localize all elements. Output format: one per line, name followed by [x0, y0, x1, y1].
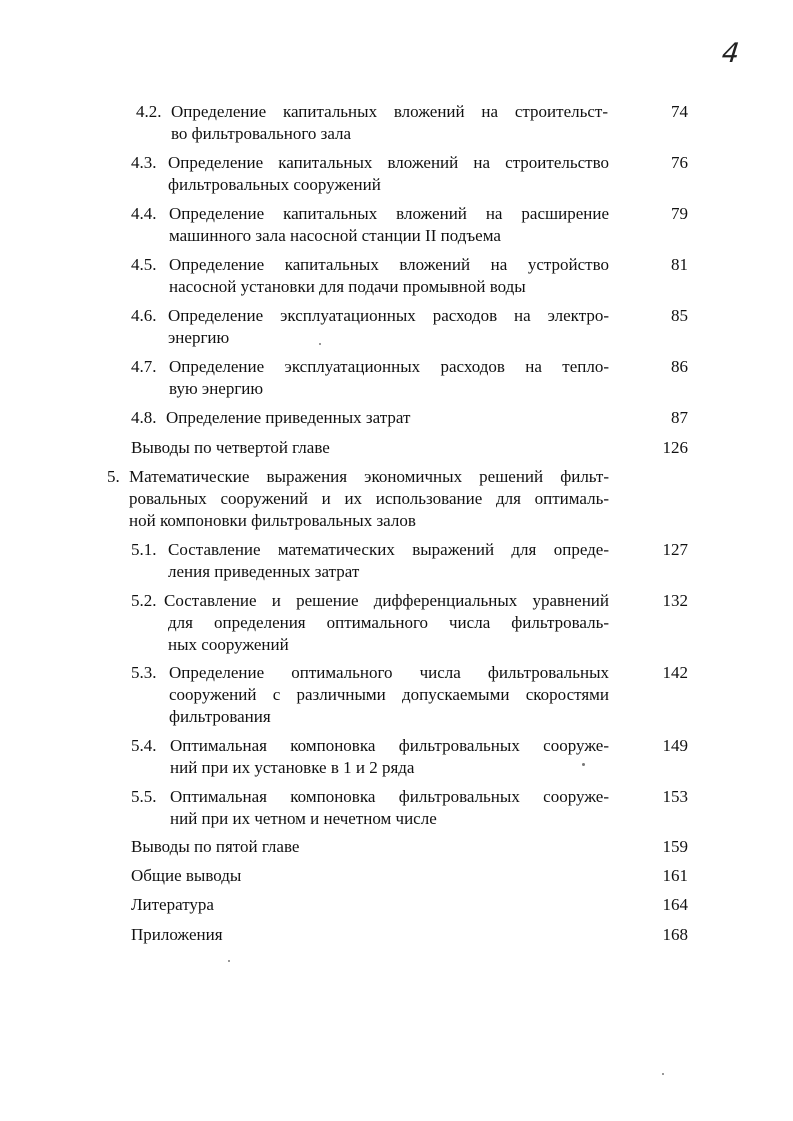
toc-entry-line: вую энергию — [169, 379, 264, 398]
toc-entry-number: 4.6. — [131, 306, 157, 325]
scan-speck — [582, 763, 585, 766]
toc-entry-line: Определение капитальных вложений на устройство — [169, 255, 609, 274]
scan-speck — [228, 960, 230, 962]
toc-entry-line: Оптимальная компоновка фильтровальных сооруже- — [170, 736, 609, 755]
toc-entry-line: Определение капитальных вложений на строительство — [168, 153, 609, 172]
toc-entry-title — [131, 836, 611, 858]
toc-entry-title — [171, 101, 608, 145]
toc-entry-line: Определение приведенных затрат — [166, 408, 411, 427]
toc-entry-page: 76 — [671, 153, 688, 172]
toc-entry-number: 5.3. — [131, 663, 157, 682]
toc-entry-line: Определение эксплуатационных расходов на тепло- — [169, 357, 609, 376]
toc-entry-number: 5.4. — [131, 736, 157, 755]
toc-entry-number: 5.5. — [131, 787, 157, 806]
toc-entry-page: 85 — [671, 306, 688, 325]
toc-entry-line: Литература — [131, 895, 214, 914]
toc-entry-line: ровальных сооружений и их использование для оптималь- — [129, 489, 609, 508]
toc-entry-title — [169, 356, 609, 400]
page-number: 4 — [720, 38, 741, 69]
toc-entry-line: энергию — [168, 328, 230, 347]
toc-entry-page: 164 — [662, 895, 688, 914]
toc-entry-page: 161 — [662, 866, 688, 885]
toc-entry-page: 86 — [671, 357, 688, 376]
toc-entry-line: ных сооружений — [168, 635, 289, 654]
toc-entry-title — [129, 466, 609, 532]
toc-entry-number: 4.5. — [131, 255, 157, 274]
toc-entry-page: 87 — [671, 408, 688, 427]
toc-entry-line: Составление и решение дифференциальных уравнений — [164, 591, 609, 610]
toc-entry-title — [169, 203, 609, 247]
toc-entry-title — [168, 152, 609, 196]
toc-entry-line: Общие выводы — [131, 866, 242, 885]
toc-entry-line: во фильтровального зала — [171, 124, 352, 143]
toc-entry-page: 81 — [671, 255, 688, 274]
toc-entry-line: фильтрования — [169, 707, 271, 726]
toc-entry-page: 168 — [662, 925, 688, 944]
toc-entry-title — [169, 662, 609, 728]
toc-entry-title — [131, 437, 611, 459]
toc-entry-line: Оптимальная компоновка фильтровальных сооруже- — [170, 787, 609, 806]
toc-entry-page: 126 — [662, 438, 688, 457]
toc-entry-number: 4.3. — [131, 153, 157, 172]
toc-entry-line: для определения оптимального числа фильтроваль- — [168, 613, 609, 632]
toc-entry-page: 142 — [662, 663, 688, 682]
toc-entry-number: 5.1. — [131, 540, 157, 559]
toc-entry-number: 5. — [107, 467, 120, 486]
toc-entry-number: 5.2. — [131, 591, 157, 610]
toc-entry-title — [131, 924, 611, 946]
toc-entry-title — [170, 735, 609, 779]
toc-entry-line: ний при их четном и нечетном числе — [170, 809, 437, 828]
toc-entry-line: ной компоновки фильтровальных залов — [129, 511, 416, 530]
toc-entry-line: ний при их установке в 1 и 2 ряда — [170, 758, 415, 777]
toc-entry-title — [168, 305, 609, 349]
toc-entry-page: 79 — [671, 204, 688, 223]
toc-entry-page: 149 — [662, 736, 688, 755]
toc-entry-title — [169, 254, 609, 298]
toc-entry-line: ления приведенных затрат — [168, 562, 360, 581]
toc-entry-line: Приложения — [131, 925, 223, 944]
toc-entry-number: 4.4. — [131, 204, 157, 223]
toc-entry-number: 4.7. — [131, 357, 157, 376]
toc-entry-number: 4.8. — [131, 408, 157, 427]
scan-speck — [662, 1073, 664, 1075]
toc-entry-page: 127 — [662, 540, 688, 559]
toc-entry-title — [164, 590, 609, 656]
toc-entry-line: машинного зала насосной станции II подъема — [169, 226, 501, 245]
toc-entry-page: 74 — [671, 102, 688, 121]
toc-entry-line: Выводы по пятой главе — [131, 837, 300, 856]
toc-entry-title — [168, 539, 609, 583]
toc-entry-title — [131, 865, 611, 887]
toc-entry-line: насосной установки для подачи промывной воды — [169, 277, 526, 296]
scan-speck — [319, 343, 321, 345]
toc-entry-number: 4.2. — [136, 102, 162, 121]
toc-entry-title — [170, 786, 609, 830]
toc-entry-line: Определение оптимального числа фильтровальных — [169, 663, 609, 682]
toc-entry-line: фильтровальных сооружений — [168, 175, 381, 194]
toc-entry-title — [131, 894, 611, 916]
toc-entry-line: Составление математических выражений для опреде- — [168, 540, 609, 559]
toc-entry-line: Выводы по четвертой главе — [131, 438, 330, 457]
toc-entry-line: Определение эксплуатационных расходов на электро- — [168, 306, 609, 325]
toc-entry-line: Определение капитальных вложений на строительст- — [171, 102, 608, 121]
toc-entry-page: 132 — [662, 591, 688, 610]
toc-entry-title — [166, 407, 607, 429]
toc-entry-line: Математические выражения экономичных решений фильт- — [129, 467, 609, 486]
toc-entry-line: сооружений с различными допускаемыми скоростями — [169, 685, 609, 704]
toc-entry-page: 159 — [662, 837, 688, 856]
toc-entry-page: 153 — [662, 787, 688, 806]
toc-entry-line: Определение капитальных вложений на расширение — [169, 204, 609, 223]
